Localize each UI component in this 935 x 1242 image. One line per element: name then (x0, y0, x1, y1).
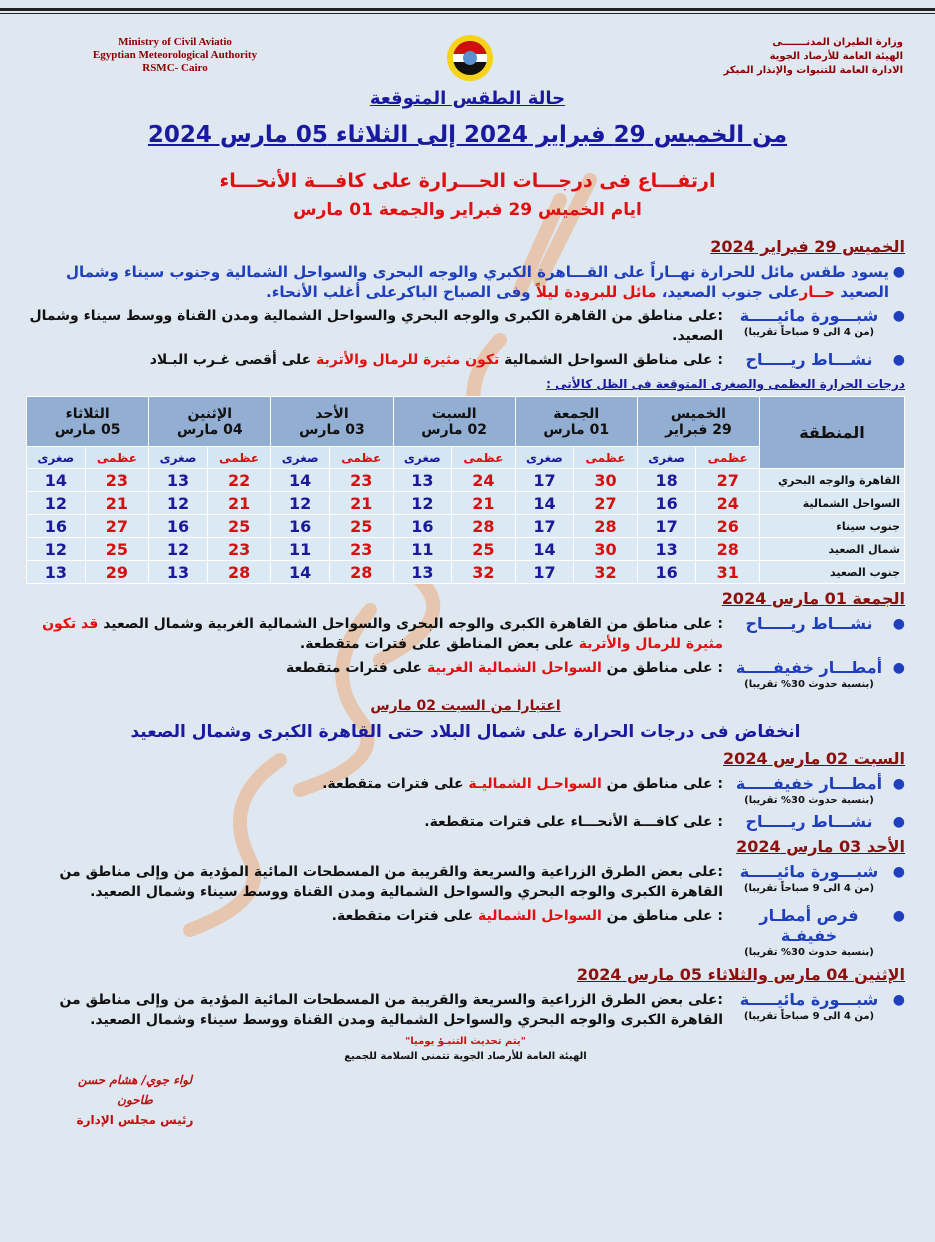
max-temp: 28 (452, 515, 516, 538)
min-temp: 12 (393, 492, 452, 515)
max-temp: 32 (452, 561, 516, 584)
bullet-sat-wind (26, 812, 905, 832)
max-temp: 27 (574, 492, 638, 515)
max-temp: 25 (207, 515, 271, 538)
text-segment: :على بعض الطرق الزراعية والسريعة والقريبة من المسطحات المائية المؤدية من وإلى مناطق من القاهرة الكبرى والوجه البحري والسواحل الشمالية ومدن القناة ووسط سيناء وشمال الصعيد. (59, 864, 723, 900)
text-segment: على جنوب الصعيد، (656, 283, 800, 301)
text-segment: :على مناطق من القاهرة الكبرى والوجه البحري والسواحل الشمالية ومدن القناة ووسط سيناء وشمال الصعيد. (29, 308, 723, 344)
forecast-body (26, 232, 905, 1130)
day-header (637, 397, 759, 447)
min-temp: 14 (27, 469, 86, 492)
org-line: الادارة العامة للتنبوات والإنذار المبكر (723, 65, 903, 76)
max-temp: 28 (207, 561, 271, 584)
bullet-text (26, 658, 723, 692)
text-segment: وفى الصباح الباكرعلى أغلب الأنحاء. (266, 283, 536, 301)
bullet-label: شبـــورة مائيـــــة (739, 306, 879, 325)
section-title-sunday: الأحد 03 مارس 2024 (736, 837, 905, 856)
min-temp: 16 (27, 515, 86, 538)
bullet-note: (من 4 الى 9 صباحاً تقريبا) (743, 883, 875, 894)
text-segment: على أقصى غـرب البـلاد (149, 352, 317, 368)
day-date: 01 مارس (543, 421, 610, 438)
bullet-text (26, 774, 723, 808)
bullet-text (26, 862, 723, 902)
max-temp: 32 (574, 561, 638, 584)
text-segment: : على مناطق السواحل الشمالية (499, 352, 723, 368)
region-name: جنوب الصعيد (760, 561, 905, 584)
bullet-icon: ● (892, 908, 905, 924)
bullet-icon: ● (892, 814, 905, 830)
max-temp: 25 (452, 538, 516, 561)
min-header: صغرى (637, 447, 696, 469)
max-temp: 27 (696, 469, 760, 492)
min-temp: 18 (637, 469, 696, 492)
max-temp: 28 (574, 515, 638, 538)
min-temp: 12 (149, 492, 208, 515)
min-header: صغرى (271, 447, 330, 469)
min-temp: 11 (393, 538, 452, 561)
bullet-label: أمطـــار خفيفـــــة (735, 774, 883, 793)
min-temp: 17 (515, 469, 574, 492)
min-header: صغرى (27, 447, 86, 469)
region-name: القاهرة والوجه البحري (760, 469, 905, 492)
bullet-label: أمطـــار خفيفـــــة (735, 658, 883, 677)
region-name: جنوب سيناء (760, 515, 905, 538)
day-date: 04 مارس (176, 421, 243, 438)
table-row (27, 469, 905, 492)
day-date: 05 مارس (54, 421, 121, 438)
table-row (27, 538, 905, 561)
day-name: السبت (431, 405, 477, 422)
max-header: عظمى (696, 447, 760, 469)
text-segment: : على مناطق من (601, 776, 723, 792)
text-segment: على فترات متقطعة. (322, 776, 469, 792)
org-line: RSMC- Cairo (142, 62, 208, 74)
headline-1: ارتفـــاع فى درجـــات الحـــرارة على كافـــة الأنحـــاء (219, 170, 716, 192)
from-saturday-note: اعتبارا من السبت 02 مارس (370, 698, 561, 714)
min-temp: 14 (515, 538, 574, 561)
max-temp: 31 (696, 561, 760, 584)
day-header (149, 397, 271, 447)
min-header: صغرى (149, 447, 208, 469)
min-temp: 17 (515, 515, 574, 538)
org-name-arabic (724, 36, 904, 78)
bullet-label: نشـــاط ريـــــاح (745, 350, 873, 369)
region-name: شمال الصعيد (760, 538, 905, 561)
bullet-label: نشـــاط ريـــــاح (745, 812, 873, 831)
bullet-text (26, 614, 723, 654)
text-segment: السواحـل الشماليـة (468, 776, 602, 792)
max-header: عظمى (452, 447, 516, 469)
org-name-english (60, 36, 290, 75)
min-temp: 13 (149, 469, 208, 492)
update-note: "يتم تحديث التنبـؤ يوميا" (405, 1036, 526, 1047)
min-temp: 16 (637, 561, 696, 584)
bullet-icon: ● (892, 864, 905, 880)
min-temp: 17 (515, 561, 574, 584)
bullet-label: شبـــورة مائيـــــة (739, 862, 879, 881)
bullet-montue-fog (26, 990, 905, 1030)
region-name: السواحل الشمالية (760, 492, 905, 515)
day-name: الأحد (315, 405, 349, 422)
signer-role: رئيس مجلس الإدارة (76, 1113, 194, 1127)
max-temp: 22 (207, 469, 271, 492)
section-title-saturday: السبت 02 مارس 2024 (723, 749, 905, 768)
region-header: المنطقة (760, 397, 905, 469)
max-temp: 23 (329, 469, 393, 492)
min-temp: 13 (637, 538, 696, 561)
min-temp: 13 (393, 469, 452, 492)
forecast-period: من الخميس 29 فبراير 2024 إلى الثلاثاء 05 مارس 2024 (147, 122, 788, 148)
bullet-fri-wind (26, 614, 905, 654)
bullet-icon: ● (892, 660, 905, 676)
day-name: الثلاثاء (65, 405, 110, 422)
temperature-table (26, 396, 905, 584)
bullet-thu-general (26, 262, 905, 302)
text-segment: السواحل الشمالية (478, 908, 602, 924)
text-segment: على بعض المناطق على فترات متقطعة. (299, 636, 579, 652)
max-header: عظمى (207, 447, 271, 469)
min-temp: 11 (271, 538, 330, 561)
safety-wish: الهيئة العامة للأرصاد الجوية تتمنى السلامة للجميع (344, 1051, 587, 1062)
max-header: عظمى (85, 447, 149, 469)
org-line: Egyptian Meteorological Authority (92, 49, 258, 61)
max-temp: 21 (452, 492, 516, 515)
bullet-text (26, 990, 723, 1030)
bullet-text (26, 262, 889, 302)
min-temp: 14 (271, 561, 330, 584)
min-temp: 16 (271, 515, 330, 538)
text-segment: : على مناطق من القاهرة الكبرى والوجه البحرى والسواحل الشمالية الغربية وشمال الصعيد (98, 616, 723, 632)
text-segment: : على مناطق من (601, 660, 723, 676)
bullet-sat-rain (26, 774, 905, 808)
max-temp: 28 (696, 538, 760, 561)
day-name: الجمعة (553, 405, 600, 422)
max-temp: 24 (452, 469, 516, 492)
text-segment: :على بعض الطرق الزراعية والسريعة والقريبة من المسطحات المائية المؤدية من وإلى مناطق من القاهرة الكبرى والوجه البحري والسواحل الشمالية ومدن القناة ووسط سيناء وشمال الصعيد. (59, 992, 723, 1028)
day-date: 03 مارس (299, 421, 365, 438)
org-line: Ministry of Civil Aviatio (118, 36, 232, 48)
text-segment: يسود طقس مائل للحرارة نهــاراً على القـــاهرة الكبري والوجه البحرى والسواحل الشمالية وجنوب سيناء وشمال الصعيد (65, 263, 889, 301)
day-date: 02 مارس (421, 421, 487, 438)
min-temp: 16 (393, 515, 452, 538)
day-header (515, 397, 637, 447)
bullet-note: (من 4 الى 9 صباحاً تقريبا) (743, 1011, 875, 1022)
max-temp: 23 (329, 538, 393, 561)
bullet-icon: ● (892, 776, 905, 792)
bullet-icon: ● (892, 616, 905, 632)
bullet-note: (بنسبة حدوث 30% تقريبا) (744, 679, 874, 690)
table-row (27, 492, 905, 515)
document-title: حالة الطقس المتوقعة (369, 88, 566, 109)
day-date: 29 فبراير (665, 421, 732, 438)
table-row (27, 561, 905, 584)
bullet-thu-wind (26, 350, 905, 370)
min-temp: 12 (27, 538, 86, 561)
day-header (27, 397, 149, 447)
max-header: عظمى (329, 447, 393, 469)
min-temp: 13 (393, 561, 452, 584)
min-temp: 17 (637, 515, 696, 538)
section-title-friday: الجمعة 01 مارس 2024 (721, 589, 905, 608)
section-title-monday-tuesday: الإثنين 04 مارس والثلاثاء 05 مارس 2024 (576, 965, 905, 984)
max-temp: 21 (207, 492, 271, 515)
bullet-fri-rain (26, 658, 905, 692)
bullet-label: فرص أمطـار خفيفـة (759, 906, 859, 945)
table-row (27, 515, 905, 538)
max-temp: 28 (329, 561, 393, 584)
bullet-label: نشـــاط ريـــــاح (745, 614, 873, 633)
max-temp: 30 (574, 469, 638, 492)
max-temp: 27 (85, 515, 149, 538)
max-temp: 29 (85, 561, 149, 584)
text-segment: السواحل الشمالية الغربية (427, 660, 602, 676)
bullet-note: (بنسبة حدوث 30% تقريبا) (744, 947, 874, 958)
bullet-note: (من 4 الى 9 صباحاً تقريبا) (743, 327, 875, 338)
text-segment: على فترات متقطعة. (331, 908, 478, 924)
max-temp: 23 (85, 469, 149, 492)
bullet-sun-fog (26, 862, 905, 902)
headline-2: ايام الخميس 29 فبراير والجمعة 01 مارس (293, 200, 642, 220)
table-caption: درجات الحرارة العظمى والصغرى المتوقعة فى الظل كالأتى : (546, 377, 905, 391)
decline-headline: انخفاض فى درجات الحرارة على شمال البلاد حتى القاهرة الكبرى وشمال الصعيد (130, 722, 801, 742)
org-line: الهيئة العامة للأرصاد الجوية (769, 51, 903, 62)
max-temp: 25 (85, 538, 149, 561)
min-temp: 14 (515, 492, 574, 515)
bullet-thu-fog (26, 306, 905, 346)
text-segment: : على كافـــة الأنحـــاء على فترات متقطعة. (424, 814, 723, 830)
org-line: وزارة الطيران المدنـــــــى (772, 37, 903, 48)
bullet-icon: ● (892, 352, 905, 368)
bullet-note: (بنسبة حدوث 30% تقريبا) (744, 795, 874, 806)
max-temp: 23 (207, 538, 271, 561)
max-temp: 30 (574, 538, 638, 561)
text-segment: مائل للبرودة ليلاً (535, 283, 657, 301)
bullet-icon: ● (892, 992, 905, 1008)
text-segment: : على مناطق من (601, 908, 723, 924)
text-segment: قد تكون مثيرة للرمال والأتربة (42, 616, 723, 652)
min-temp: 12 (27, 492, 86, 515)
bullet-text (26, 906, 723, 960)
min-header: صغرى (393, 447, 452, 469)
min-temp: 16 (149, 515, 208, 538)
min-temp: 14 (271, 469, 330, 492)
max-header: عظمى (574, 447, 638, 469)
bullet-text (26, 812, 723, 832)
min-header: صغرى (515, 447, 574, 469)
min-temp: 13 (27, 561, 86, 584)
ema-logo-icon (447, 32, 493, 84)
text-segment: على فترات متقطعة (285, 660, 427, 676)
min-temp: 12 (271, 492, 330, 515)
max-temp: 25 (329, 515, 393, 538)
signer-name: لواء جوي/ هشام حسن طاحون (77, 1073, 193, 1107)
max-temp: 26 (696, 515, 760, 538)
bullet-icon: ● (892, 308, 905, 324)
day-name: الخميس (670, 405, 726, 422)
max-temp: 21 (85, 492, 149, 515)
top-border (0, 8, 935, 14)
text-segment: تكون مثيرة للرمال والأتربة (316, 352, 500, 368)
bullet-label: شبـــورة مائيـــــة (739, 990, 879, 1009)
max-temp: 24 (696, 492, 760, 515)
text-segment: حــار (799, 283, 835, 301)
bullet-text (26, 306, 723, 346)
day-header (393, 397, 515, 447)
bullet-icon: ● (892, 264, 905, 280)
bullet-sun-rain (26, 906, 905, 960)
signature-block (60, 1070, 210, 1130)
bullet-text (26, 350, 723, 370)
day-header (271, 397, 393, 447)
day-name: الإثنين (187, 405, 233, 422)
min-temp: 16 (637, 492, 696, 515)
min-temp: 12 (149, 538, 208, 561)
max-temp: 21 (329, 492, 393, 515)
section-title-thursday: الخميس 29 فبراير 2024 (710, 237, 905, 256)
min-temp: 13 (149, 561, 208, 584)
